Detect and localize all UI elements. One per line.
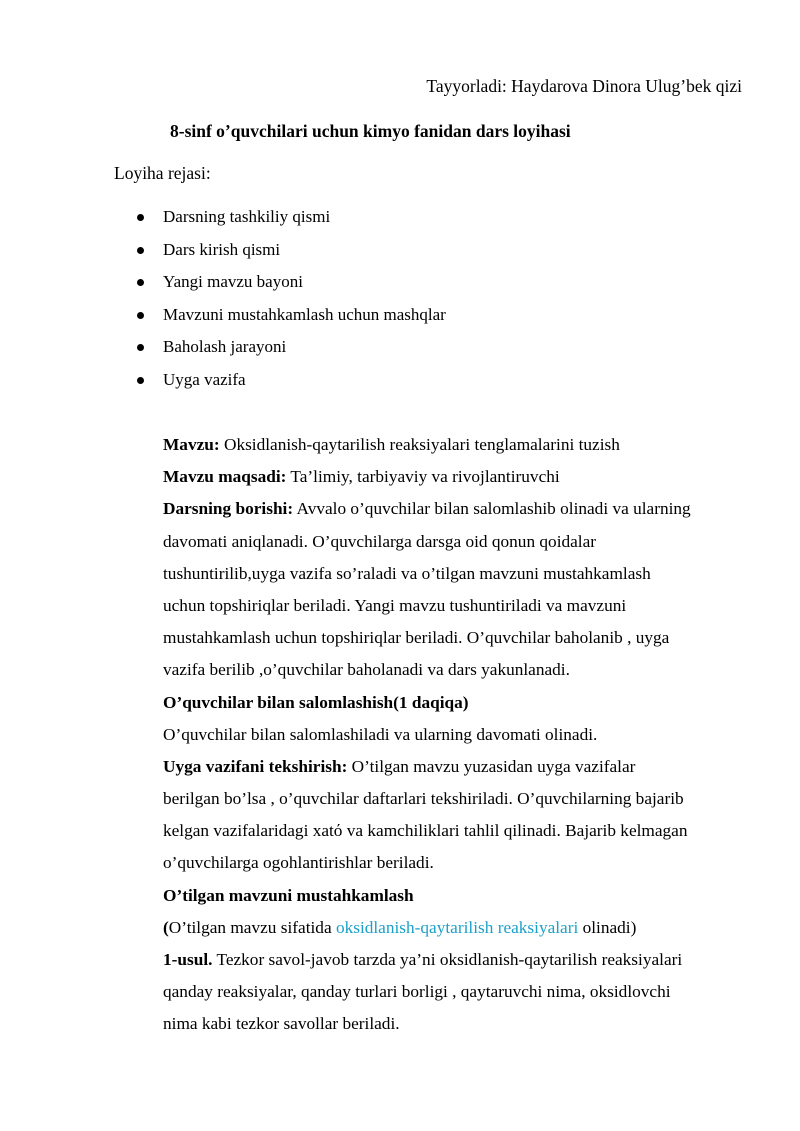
- lesson-body: [163, 431, 753, 1043]
- bullet-icon: [137, 247, 144, 254]
- method1-line: [163, 946, 753, 978]
- topic-link[interactable]: oksidlanish-qaytarilish reaksiyalari: [335, 917, 579, 937]
- plan-item: [0, 269, 446, 302]
- plan-item-text: Dars kirish qismi: [163, 239, 281, 259]
- topic-line: [163, 431, 753, 463]
- author-line: Tayyorladi: Haydarova Dinora Ulug’bek qizi: [426, 76, 742, 96]
- process-line: uchun topshiriqlar beriladi. Yangi mavzu tushuntiriladi va mavzuni: [163, 595, 627, 615]
- reinforce-line: [163, 914, 753, 946]
- plan-item: [0, 302, 446, 335]
- goal-text: Ta’limiy, tarbiyaviy va rivojlantiruvchi: [286, 467, 560, 487]
- plan-item-text: Darsning tashkiliy qismi: [163, 207, 331, 226]
- plan-label: Loyiha rejasi:: [114, 163, 211, 183]
- bullet-icon: [137, 312, 144, 319]
- plan-item-text: Baholash jarayoni: [163, 337, 287, 357]
- reinforce-heading: O’tilgan mavzuni mustahkamlash: [163, 885, 414, 905]
- plan-item-text: Mavzuni mustahkamlash uchun mashqlar: [163, 304, 446, 324]
- bullet-icon: [137, 214, 144, 221]
- goal-label: Mavzu maqsadi:: [163, 467, 287, 487]
- greeting-heading: O’quvchilar bilan salomlashish(1 daqiqa): [163, 692, 469, 712]
- plan-item: [0, 204, 446, 237]
- bullet-icon: [137, 279, 144, 286]
- method1-text: Tezkor savol-javob tarzda ya’ni oksidlanish-qaytarilish reaksiyalari: [212, 950, 683, 969]
- process-line: mustahkamlash uchun topshiriqlar beriladi. O’quvchilar baholanib , uyga: [163, 628, 670, 648]
- plan-item-text: Uyga vazifa: [163, 369, 246, 389]
- bullet-icon: [137, 344, 144, 351]
- plan-item: [0, 334, 446, 367]
- open-paren: (: [163, 917, 169, 937]
- method1-line: qanday reaksiyalar, qanday turlari borligi , qaytaruvchi nima, oksidlovchi: [163, 982, 671, 1002]
- plan-item-text: Yangi mavzu bayoni: [163, 272, 303, 292]
- bullet-icon: [137, 377, 144, 384]
- homework-check-line: kelgan vazifalaridagi xatό va kamchiliklari tahlil qilinadi. Bajarib kelmagan: [163, 821, 688, 841]
- reinforce-text: O’tilgan mavzu sifatida: [168, 917, 336, 937]
- document-title: 8-sinf o’quvchilari uchun kimyo fanidan dars loyihasi: [170, 121, 571, 141]
- homework-check-line: berilgan bo’lsa , o’quvchilar daftarlari tekshiriladi. O’quvchilarning bajarib: [163, 789, 684, 809]
- reinforce-text-end: olinadi): [578, 917, 637, 937]
- method1-label: 1-usul.: [163, 950, 213, 969]
- plan-list: [0, 204, 446, 400]
- homework-check-label: Uyga vazifani tekshirish:: [163, 756, 348, 776]
- process-line: davomati aniqlanadi. O’quvchilarga darsga oid qonun qoidalar: [163, 531, 597, 551]
- plan-item: [0, 237, 446, 270]
- homework-check-line: o’quvchilarga ogohlantirishlar beriladi.: [163, 853, 434, 873]
- process-label: Darsning borishi:: [163, 499, 294, 519]
- topic-text: Oksidlanish-qaytarilish reaksiyalari tenglamalarini tuzish: [219, 435, 620, 454]
- homework-check-line: [163, 753, 753, 785]
- process-line: tushuntirilib,uyga vazifa so’raladi va o’tilgan mavzuni mustahkamlash: [163, 563, 651, 583]
- process-line: [163, 495, 753, 527]
- plan-item: [0, 367, 446, 400]
- process-text: Avvalo o’quvchilar bilan salomlashib olinadi va ularning: [293, 499, 691, 519]
- greeting-text: O’quvchilar bilan salomlashiladi va ularning davomati olinadi.: [163, 724, 598, 744]
- goal-line: [163, 463, 753, 495]
- method1-line: nima kabi tezkor savollar beriladi.: [163, 1014, 400, 1034]
- process-line: vazifa berilib ,o’quvchilar baholanadi va dars yakunlanadi.: [163, 660, 570, 680]
- topic-label: Mavzu:: [163, 435, 220, 454]
- homework-check-text: O’tilgan mavzu yuzasidan uyga vazifalar: [347, 756, 636, 776]
